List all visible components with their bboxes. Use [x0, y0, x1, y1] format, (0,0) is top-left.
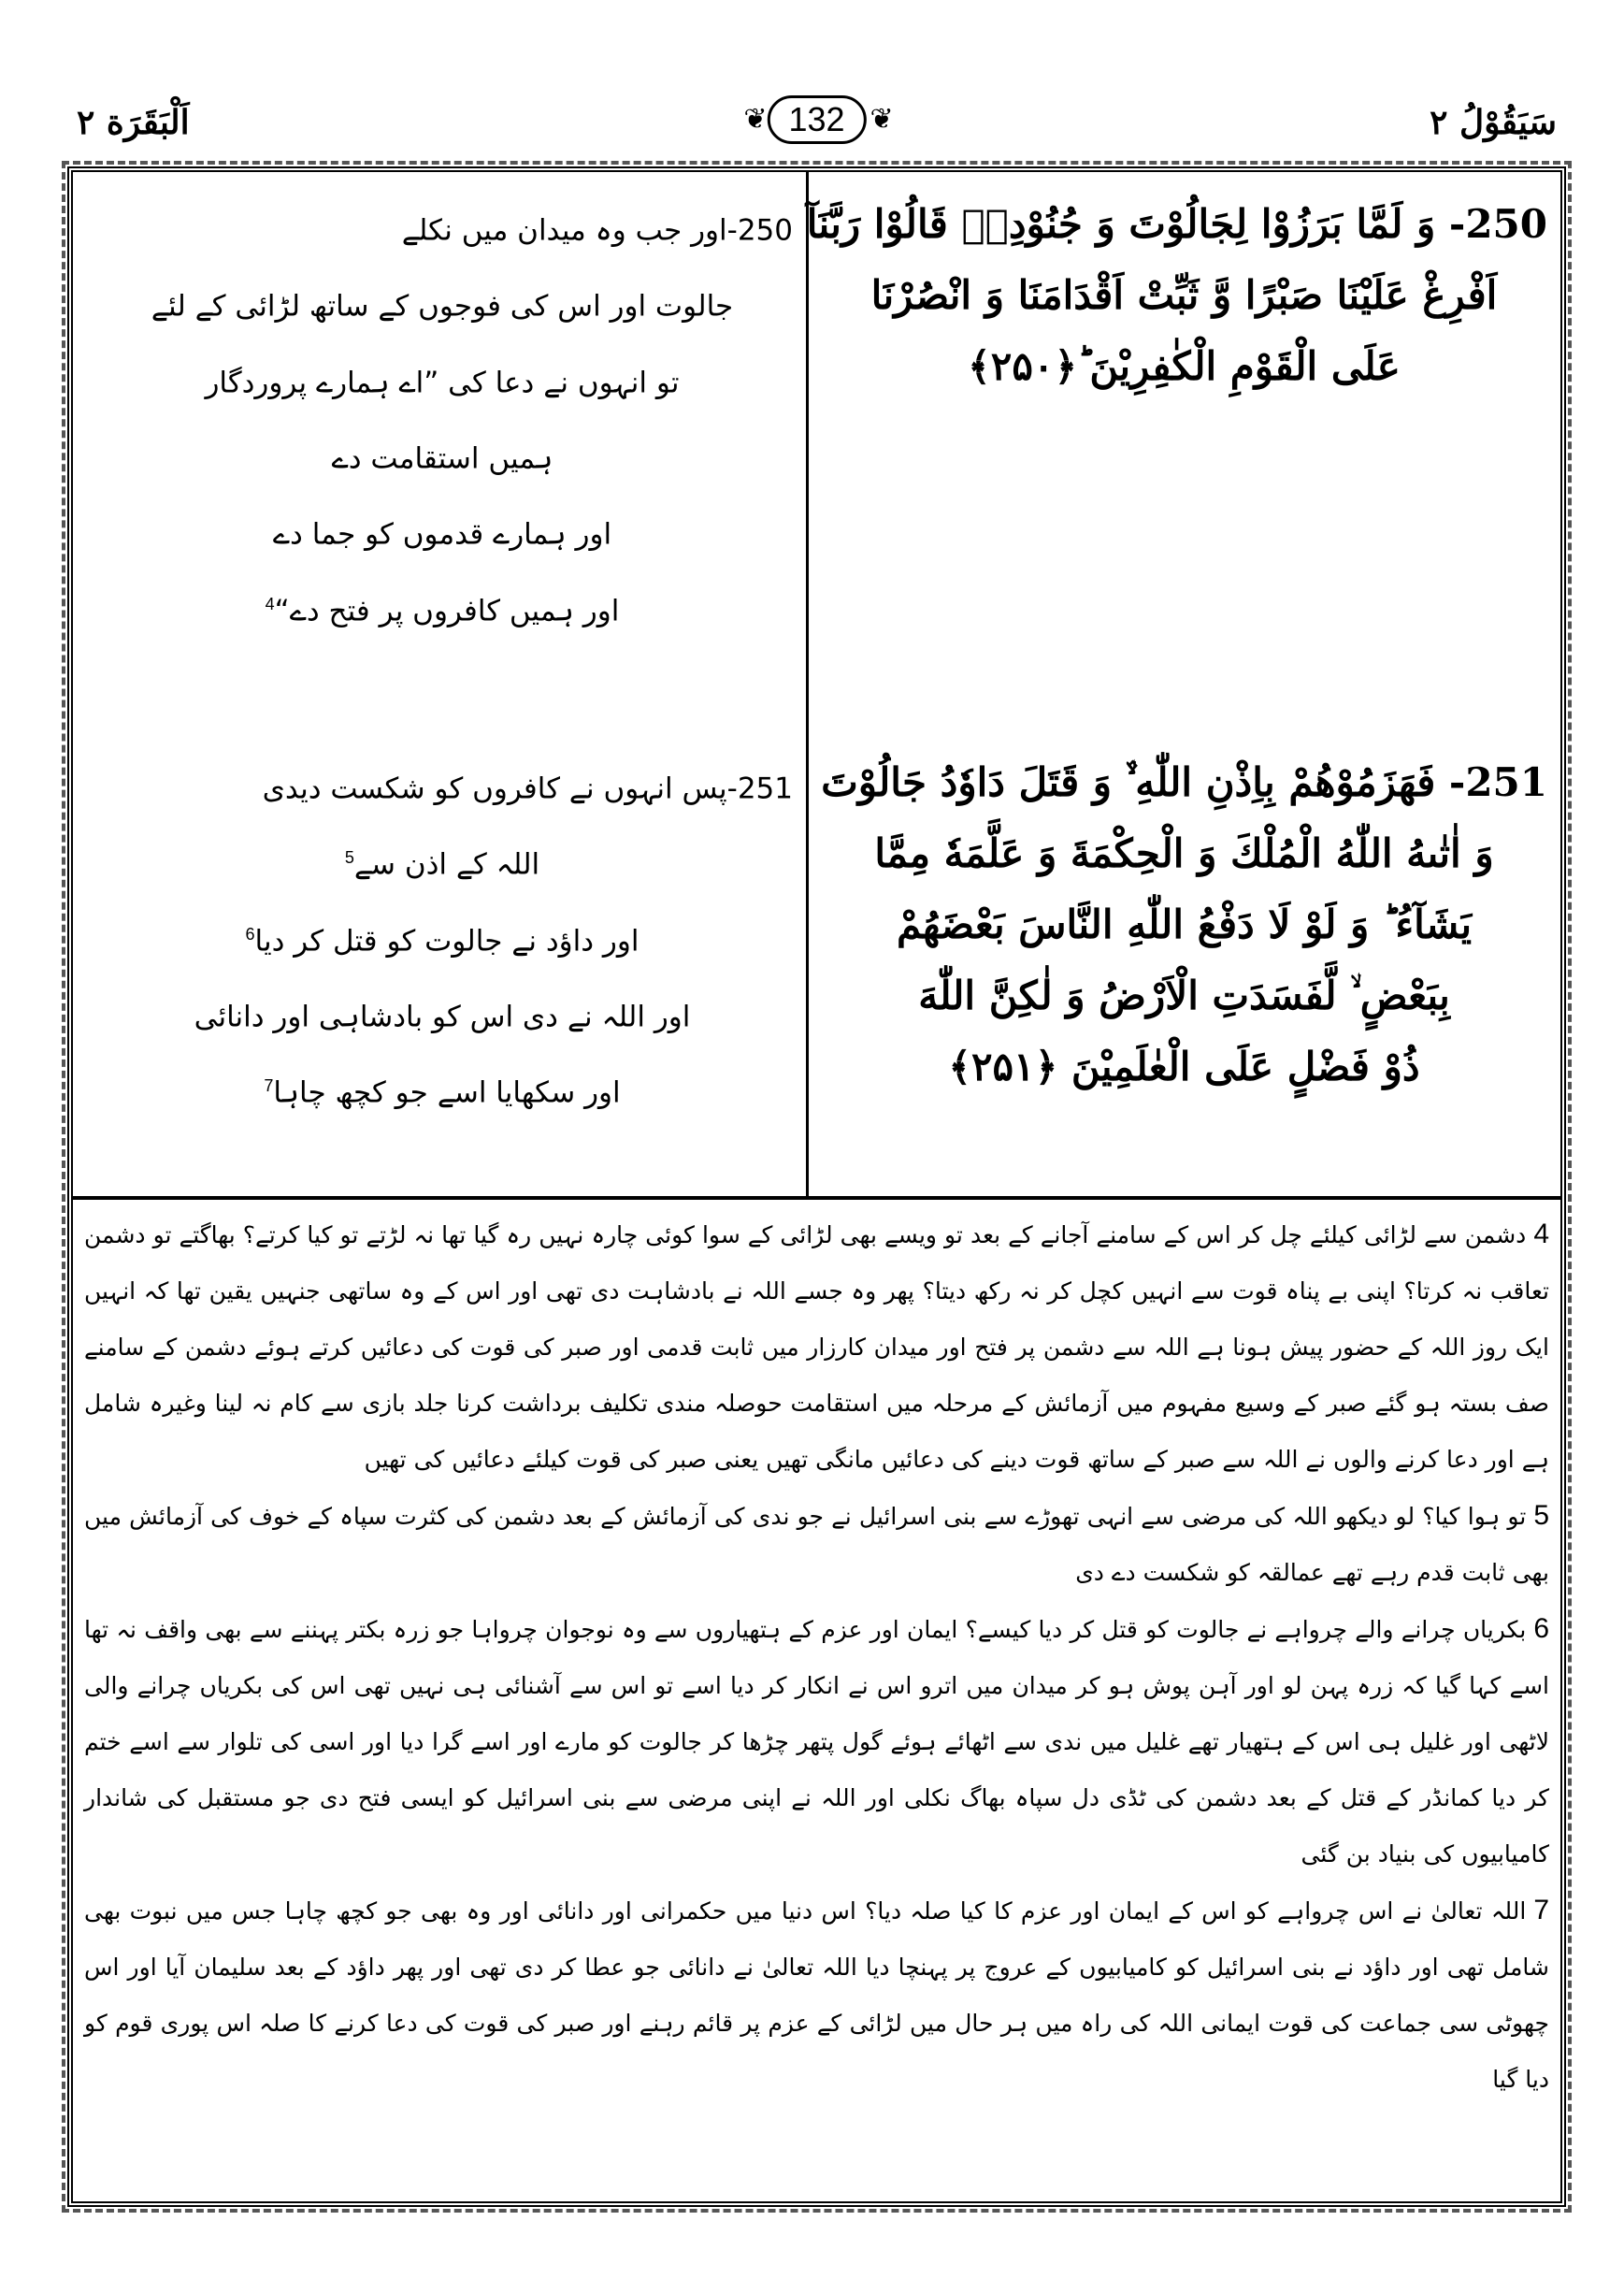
arabic-line: 251- فَهَزَمُوْهُمْ بِاِذْنِ اللّٰهِ ۙ۫ وَ قَتَلَ دَاوٗدُ جَالُوْتَ [821, 759, 1547, 805]
footnote-text: تو ہوا کیا؟ لو دیکھو اللہ کی مرضی سے انہی تھوڑے سے بنی اسرائیل نے جو ندی کی آزمائش کے بعد دشمن کی کثرت سپاہ کے خوف کی آزمائش میں بھی ثابت قدم رہے تھے عمالقہ کو شکست دے دی [84, 1503, 1549, 1586]
arabic-line: بِبَعْضٍ ۙ لَّفَسَدَتِ الْاَرْضُ وَ لٰكِنَّ اللّٰهَ [918, 973, 1450, 1018]
footnotes-section [73, 1201, 1560, 2201]
footnote-4 [84, 1206, 1549, 1488]
urdu-line: ہمیں استقامت دے [331, 441, 553, 476]
page-header [67, 94, 1566, 159]
floral-ornament-icon: ❦ [743, 103, 764, 136]
arabic-line: وَ اٰتٰىهُ اللّٰهُ الْمُلْكَ وَ الْحِكْمَةَ وَ عَلَّمَهٗ مِمَّا [874, 830, 1494, 876]
footnote-ref[interactable]: 4 [265, 594, 275, 613]
arabic-line: ذُوْ فَضْلٍ عَلَى الْعٰلَمِیْنَ ﴿۲۵۱﴾ [948, 1044, 1420, 1089]
footnote-number: 7 [1533, 1895, 1549, 1925]
footnote-number: 6 [1533, 1613, 1549, 1644]
footnote-text: اللہ تعالیٰ نے اس چرواہے کو اس کے ایمان اور عزم کا کیا صلہ دیا؟ اس دنیا میں حکمرانی اور دانائی اور وہ بھی جو کچھ چاہا جس میں نبوت بھی شامل تھی اور داؤد نے بنی اسرائیل کو کامیابیوں کے عروج پر پہنچا دیا اللہ تعالیٰ نے دانائی جو عطا کر دی تھی اور پھر داؤد کے بعد سلیمان آیا اور اس چھوٹی سی جماعت کی قوت ایمانی اللہ کی راہ میں ہر حال میں لڑائی کے عزم پر قائم رہنے اور صبر کی قوت کی دعا کرنے کا صلہ اس پوری قوم کو دیا گیا [84, 1897, 1549, 2093]
footnote-ref[interactable]: 6 [245, 924, 255, 944]
surah-name: اَلْبَقَرَة ۲ [77, 103, 190, 142]
footnote-number: 4 [1533, 1219, 1549, 1249]
arabic-line: اَفْرِغْ عَلَیْنَا صَبْرًا وَّ ثَبِّتْ اَقْدَامَنَا وَ انْصُرْنَا [870, 272, 1498, 318]
urdu-line: اور اللہ نے دی اس کو بادشاہی اور دانائی [194, 1000, 691, 1034]
footnote-number: 5 [1533, 1500, 1549, 1531]
floral-ornament-icon: ❦ [869, 103, 890, 136]
urdu-line: 250-اور جب وہ میدان میں نکلے [401, 213, 793, 248]
urdu-line: تو انہوں نے دعا کی ”اے ہمارے پروردگار [205, 365, 680, 399]
footnote-6 [84, 1601, 1549, 1882]
arabic-verse-250 [806, 189, 1547, 402]
urdu-verse-250 [92, 189, 793, 645]
urdu-line: 251-پس انہوں نے کافروں کو شکست دیدی [262, 772, 793, 806]
urdu-verse-251 [92, 747, 793, 1128]
footnote-5 [84, 1488, 1549, 1601]
arabic-column [808, 172, 1560, 1196]
footnote-7 [84, 1882, 1549, 2108]
footnote-text: بکریاں چرانے والے چرواہے نے جالوت کو قتل کر دیا کیسے؟ ایمان اور عزم کے ہتھیاروں سے وہ نوجوان چرواہا جو زرہ بکتر پہننے سے بھی واقف نہ تھا اسے کہا گیا کہ زرہ پہن لو اور آہن پوش ہو کر میدان میں اترو اس نے انکار کر دیا اسے تو اس سے آشنائی ہی نہیں تھی اس کی بکریاں چرانے والی لاٹھی اور غلیل ہی اس کے ہتھیار تھے غلیل میں ندی سے اٹھائے ہوئے گول پتھر چڑھا کر جالوت کو مارے اور اسے گرا دیا اور اسی کی تلوار سے اسے ختم کر دیا کمانڈر کے قتل کے بعد دشمن کی ٹڈی دل سپاہ بھاگ نکلی اور اللہ نے اپنی مرضی سے بنی اسرائیل کو ایسی فتح دی جو مستقبل کی شاندار کامیابیوں کی بنیاد بن گئی [84, 1616, 1549, 1868]
urdu-line: اللہ کے اذن سے$^5$ [344, 847, 540, 882]
urdu-line: جالوت اور اس کی فوجوں کے ساتھ لڑائی کے لئے [151, 289, 734, 324]
urdu-line: اور ہمارے قدموں کو جما دے [272, 517, 612, 552]
urdu-column [73, 172, 806, 1196]
footnote-text: دشمن سے لڑائی کیلئے چل کر اس کے سامنے آجانے کے بعد تو ویسے بھی لڑائی کے سوا کوئی چارہ نہیں رہ گیا تھا نہ لڑتے تو کیا کرتے؟ بھاگتے تو دشمن تعاقب نہ کرتا؟ اپنی بے پناہ قوت سے انہیں کچل کر نہ رکھ دیتا؟ پھر وہ جسے اللہ نے بادشاہت دی تھی اور اس کے وہ ساتھی جنہیں یقین تھا کہ انہیں ایک روز اللہ کے حضور پیش ہونا ہے اللہ سے دشمن پر فتح اور میدان کارزار میں ثابت قدمی اور صبر کی قوت کی دعائیں کرتے ہوئے دشمن کے سامنے صف بستہ ہو گئے صبر کے وسیع مفہوم میں آزمائش کے مرحلہ میں استقامت حوصلہ مندی تکلیف برداشت کرنا جلد بازی سے کام نہ لینا وغیرہ شامل ہے اور دعا کرنے والوں نے اللہ سے صبر کے ساتھ قوت دینے کی دعائیں مانگی تھیں یعنی صبر کی قوت کیلئے دعائیں کی تھیں [84, 1221, 1549, 1473]
footnote-ref[interactable]: 7 [264, 1076, 274, 1096]
arabic-verse-251 [821, 747, 1547, 1103]
verse-table [73, 172, 1560, 1200]
urdu-line: اور سکھایا اسے جو کچھ چاہا$^7$ [264, 1075, 621, 1110]
arabic-line: عَلَى الْقَوْمِ الْكٰفِرِیْنَ ؕ﴿۲۵۰﴾ [968, 343, 1401, 389]
footnote-ref[interactable]: 5 [344, 848, 354, 868]
urdu-line: اور ہمیں کافروں پر فتح دے“$^4$ [265, 593, 620, 627]
urdu-line: اور داؤد نے جالوت کو قتل کر دیا$^6$ [245, 923, 640, 958]
arabic-line: 250- وَ لَمَّا بَرَزُوْا لِجَالُوْتَ وَ جُنُوْدِهٖ قَالُوْا رَبَّنَآ [806, 201, 1547, 247]
page-number-badge [743, 95, 889, 144]
page-number: 132 [767, 95, 866, 144]
para-name: سَیَقُوْلُ ۲ [1430, 103, 1557, 142]
arabic-line: یَشَآءُ ؕ وَ لَوْ لَا دَفْعُ اللّٰهِ النَّاسَ بَعْضَهُمْ [896, 901, 1473, 947]
page-frame [67, 166, 1566, 2207]
